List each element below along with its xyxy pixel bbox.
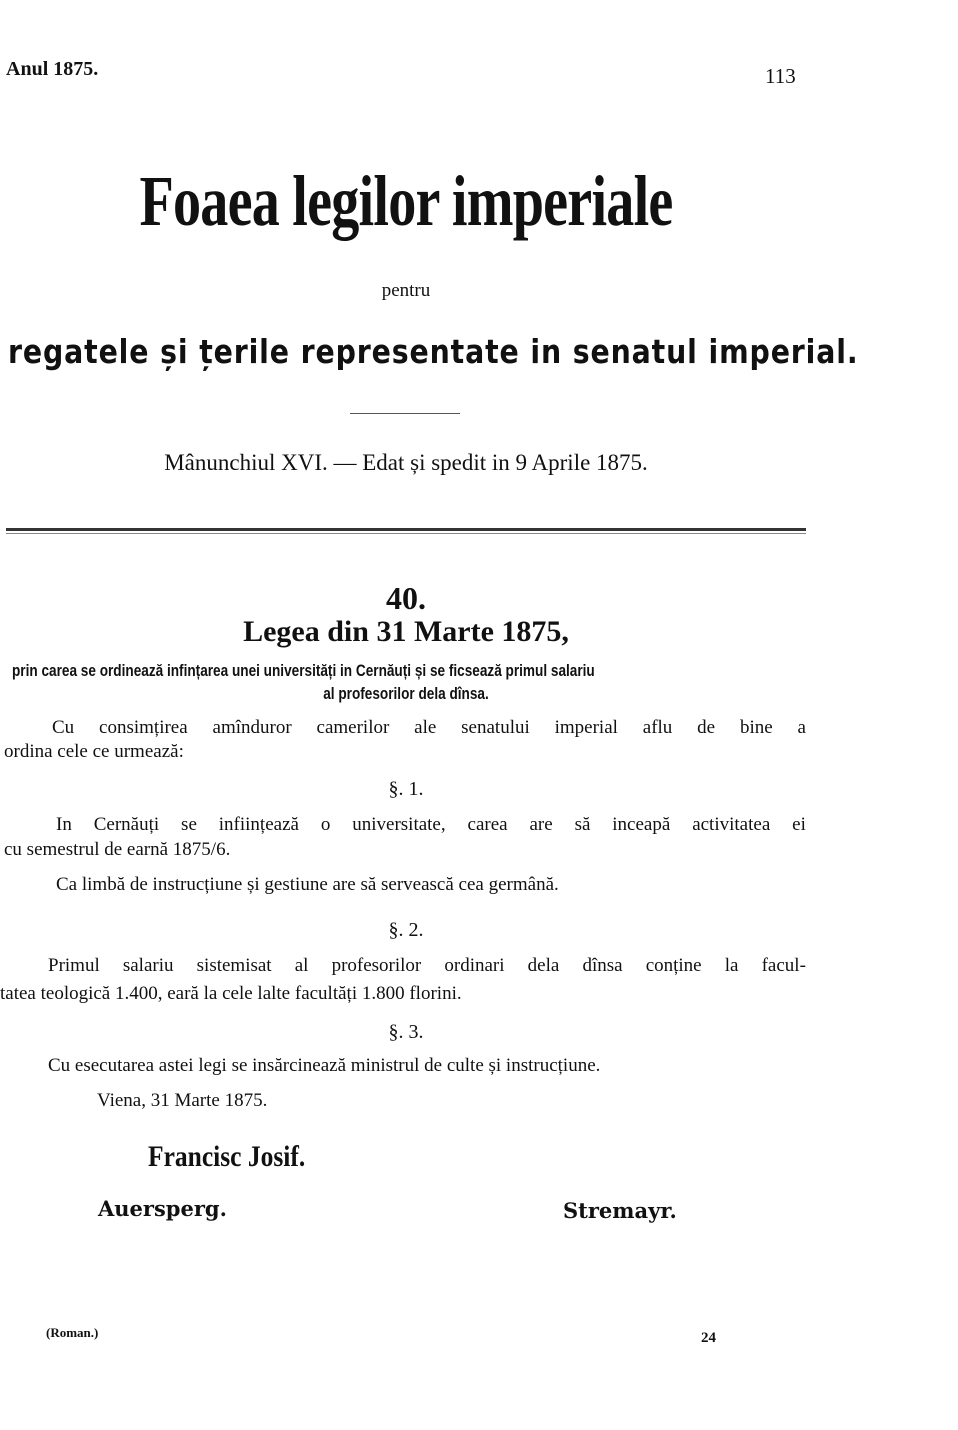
word: are bbox=[529, 814, 553, 835]
section-1-line2: cu semestrul de earnă 1875/6. bbox=[4, 839, 231, 860]
law-subtitle-line2: al profesorilor dela dînsa. bbox=[323, 684, 489, 703]
section-divider bbox=[6, 528, 806, 534]
year-header: Anul 1875. bbox=[6, 58, 99, 80]
word: ordinari bbox=[444, 955, 505, 976]
word: inființează bbox=[218, 814, 299, 835]
word: se bbox=[181, 814, 197, 835]
section-1-heading: §. 1. bbox=[388, 778, 424, 800]
word: la bbox=[724, 955, 739, 976]
word: carea bbox=[467, 814, 508, 835]
law-title: Legea din 31 Marte 1875, bbox=[243, 615, 569, 648]
gazette-subtitle: regatele și țerile representate in senatul imperial. bbox=[8, 332, 859, 371]
word: de bbox=[697, 717, 716, 738]
short-divider bbox=[350, 413, 460, 414]
word: senatului bbox=[461, 717, 530, 738]
word: amînduror bbox=[212, 717, 292, 738]
word: ale bbox=[414, 717, 437, 738]
emperor-signature: Francisc Josif. bbox=[148, 1140, 306, 1173]
intro-line1 bbox=[52, 717, 806, 739]
word: conține bbox=[645, 955, 702, 976]
word: Cu bbox=[52, 717, 75, 738]
word: profesorilor bbox=[331, 955, 422, 976]
word: ei bbox=[792, 814, 806, 835]
minister-signature-right: Stremayr. bbox=[563, 1198, 677, 1223]
word: inceapă bbox=[612, 814, 671, 835]
word: o bbox=[320, 814, 331, 835]
word: imperial bbox=[554, 717, 618, 738]
issue-line: Mânunchiul XVI. — Edat și spedit in 9 Aprile 1875. bbox=[164, 450, 648, 475]
section-1-para2: Ca limbă de instrucțiune și gestiune are să servească cea germână. bbox=[56, 874, 559, 895]
word: dînsa bbox=[582, 955, 623, 976]
word: camerilor bbox=[316, 717, 390, 738]
word: consimțirea bbox=[99, 717, 188, 738]
page-number: 113 bbox=[765, 64, 796, 88]
section-2-line2: tatea teologică 1.400, eară la cele lalte facultăți 1.800 florini. bbox=[0, 983, 462, 1004]
word: universitate, bbox=[352, 814, 446, 835]
section-3-text: Cu esecutarea astei legi se insărcinează ministrul de culte și instrucțiune. bbox=[48, 1055, 601, 1076]
intro-line2: ordina cele ce urmează: bbox=[4, 741, 184, 762]
law-subtitle-line1: prin carea se ordinează infințarea unei universități in Cernăuți și se ficsează primul salariu bbox=[12, 661, 595, 680]
word: activitatea bbox=[692, 814, 771, 835]
footer-language: (Roman.) bbox=[46, 1325, 99, 1340]
word: sistemisat bbox=[196, 955, 272, 976]
minister-signature-left: Auersperg. bbox=[98, 1196, 227, 1221]
gazette-title: Foaea legilor imperiale bbox=[139, 161, 673, 241]
word: Primul bbox=[48, 955, 100, 976]
word: salariu bbox=[122, 955, 174, 976]
section-2-heading: §. 2. bbox=[388, 919, 424, 941]
footer-sheet-number: 24 bbox=[701, 1330, 716, 1346]
word: al bbox=[294, 955, 309, 976]
word: facul- bbox=[761, 955, 806, 976]
word: dela bbox=[527, 955, 560, 976]
word: Cernăuți bbox=[93, 814, 160, 835]
section-3-heading: §. 3. bbox=[388, 1021, 424, 1043]
place-date: Viena, 31 Marte 1875. bbox=[97, 1090, 268, 1111]
word: să bbox=[574, 814, 591, 835]
law-number: 40. bbox=[386, 580, 426, 616]
word: bine bbox=[739, 717, 773, 738]
word: In bbox=[56, 814, 72, 835]
section-2-line1 bbox=[48, 955, 806, 977]
word: a bbox=[797, 717, 806, 738]
section-1-line1 bbox=[56, 814, 806, 836]
gazette-pentru: pentru bbox=[381, 280, 431, 301]
word: aflu bbox=[642, 717, 673, 738]
